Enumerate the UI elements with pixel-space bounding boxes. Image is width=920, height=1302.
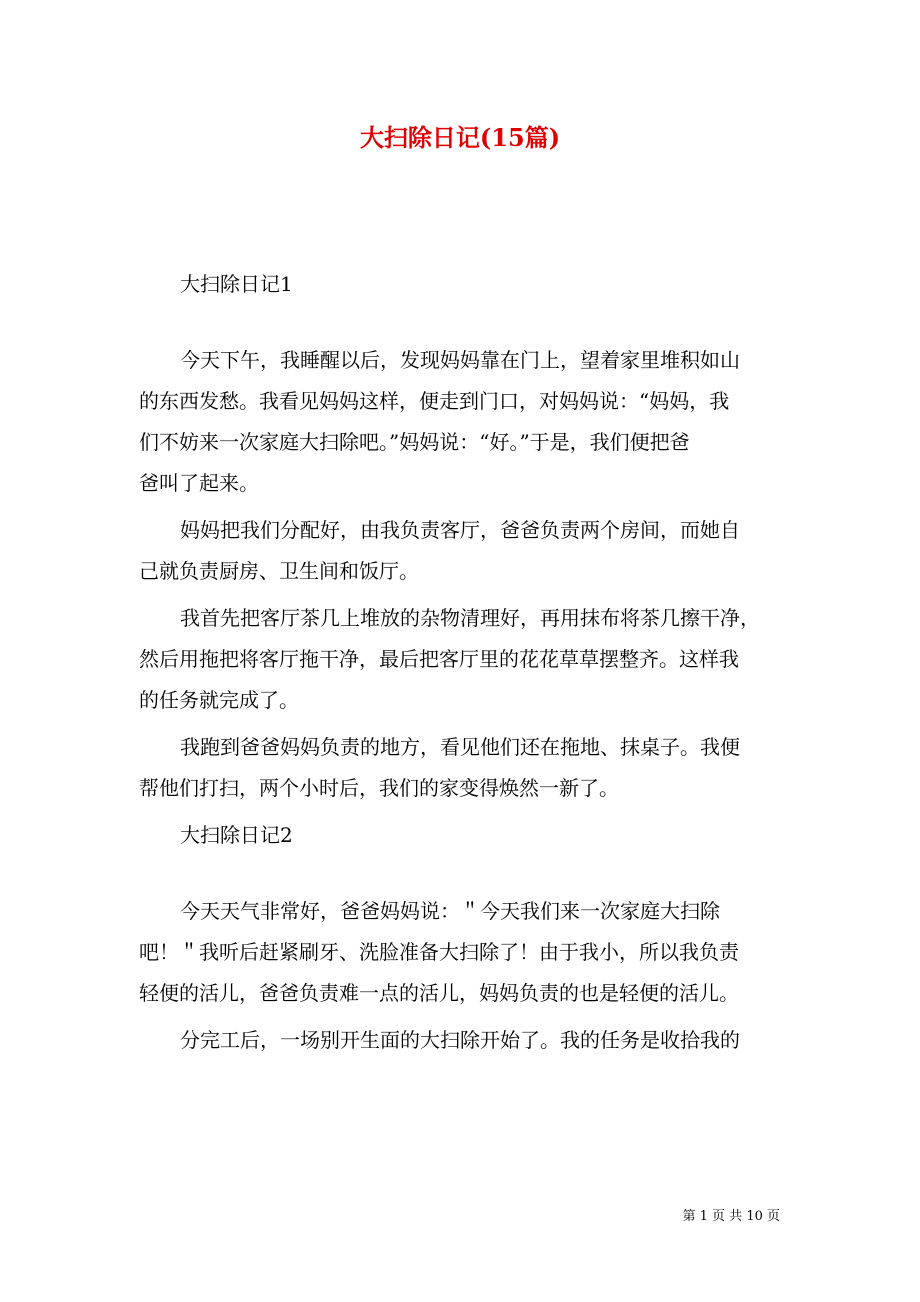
document-body [139,264,789,1061]
text-line: 今天天气非常好，爸爸妈妈说：＂今天我们来一次家庭大扫除 [180,899,720,923]
text-line: 我首先把客厅茶几上堆放的杂物清理好，再用抹布将茶几擦干净， [180,606,760,630]
text-line: 大扫除日记1 [180,272,293,296]
text-line: 吧！＂我听后赶紧刷牙、洗脸准备大扫除了！由于我小，所以我负责 [139,940,739,964]
text-line: 们不妨来一次家庭大扫除吧。”妈妈说：“好。”于是，我们便把爸 [139,430,690,454]
paragraph-spacer [139,305,789,340]
text-line: 分完工后，一场别开生面的大扫除开始了。我的任务是收拾我的 [180,1028,740,1052]
text-line: 轻便的活儿，爸爸负责难一点的活儿，妈妈负责的也是轻便的活儿。 [139,981,739,1005]
text-line: 己就负责厨房、卫生间和饭厅。 [139,559,419,583]
text-line: 今天下午，我睡醒以后，发现妈妈靠在门上，望着家里堆积如山 [180,348,740,372]
text-line: 的任务就完成了。 [139,688,299,712]
text-line: 爸叫了起来。 [139,471,259,495]
paragraph-spacer [139,856,789,891]
text-line: 我跑到爸爸妈妈负责的地方，看见他们还在拖地、抹桌子。我便 [180,735,740,759]
document-title: 大扫除日记(15篇) [359,123,561,152]
text-line: 的东西发愁。我看见妈妈这样，便走到门口，对妈妈说：“妈妈，我 [139,389,730,413]
page-number-footer: 第 1 页 共 10 页 [682,1209,780,1224]
text-line: 妈妈把我们分配好，由我负责客厅，爸爸负责两个房间，而她自 [180,518,740,542]
text-line: 然后用拖把将客厅拖干净，最后把客厅里的花花草草摆整齐。这样我 [139,647,739,671]
text-line: 帮他们打扫，两个小时后，我们的家变得焕然一新了。 [139,776,619,800]
text-line: 大扫除日记2 [180,823,293,847]
